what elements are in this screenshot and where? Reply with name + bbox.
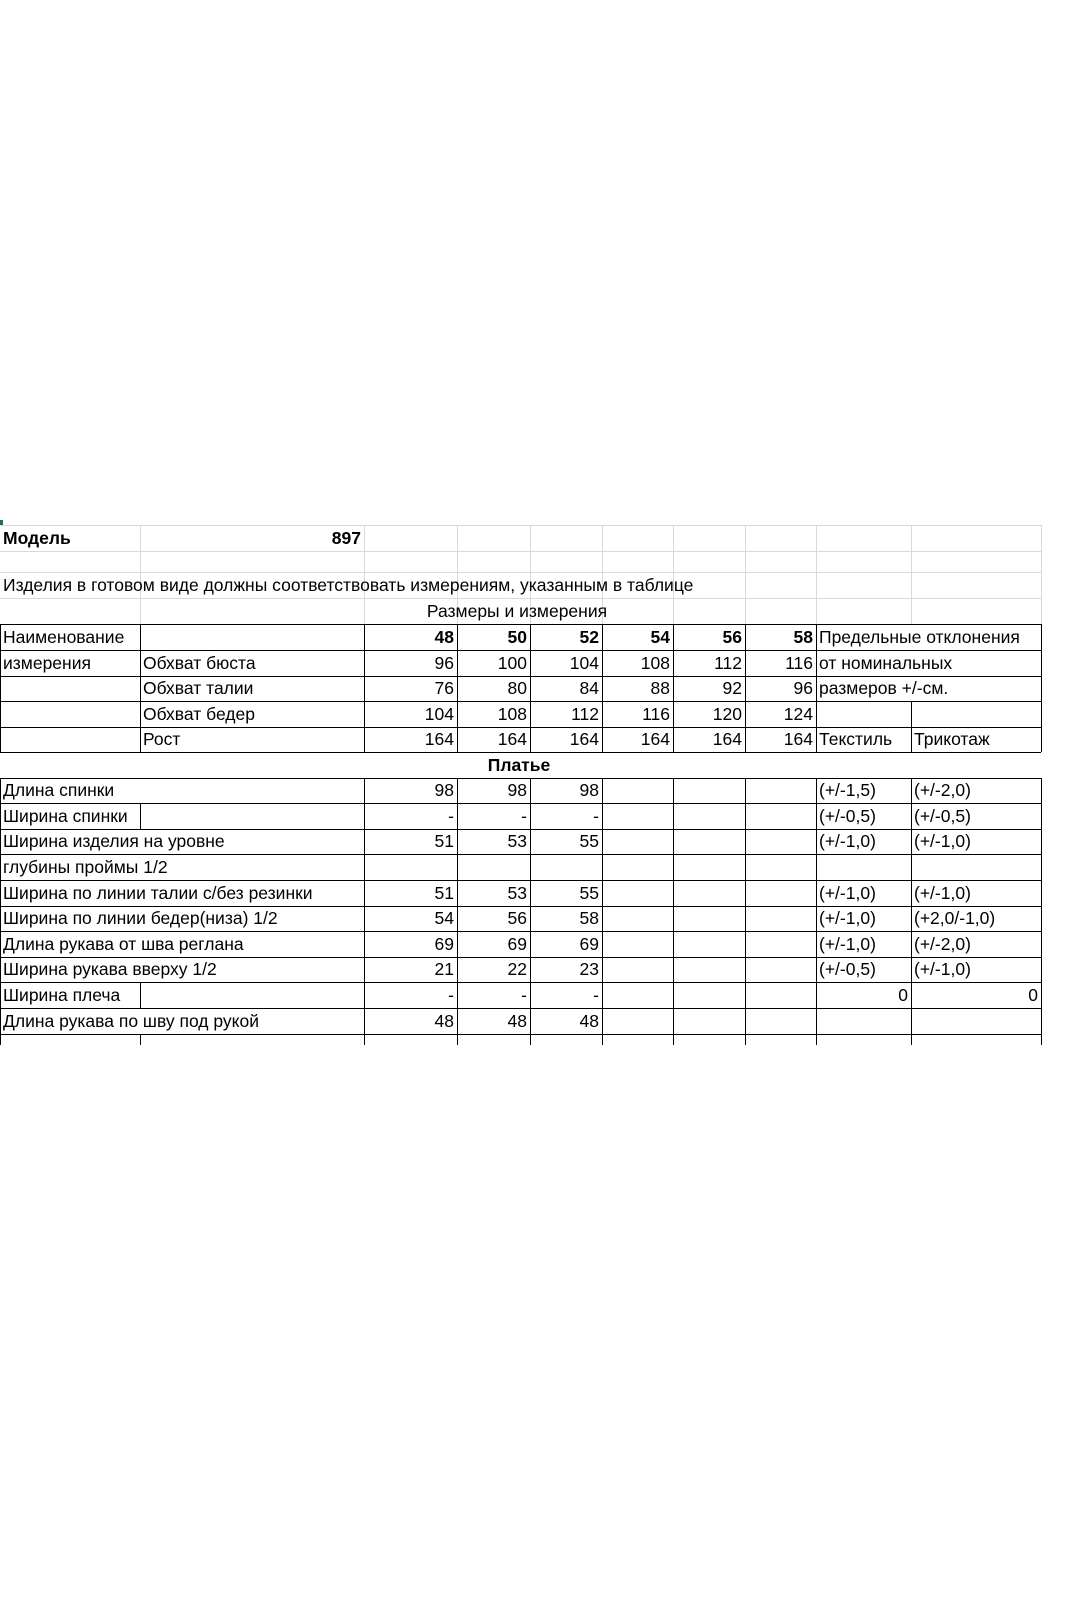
body-measurement-value: 108 <box>640 653 670 673</box>
knitwear-tolerance: (+/-1,0) <box>914 959 971 979</box>
garment-measurement-value: 56 <box>507 908 527 928</box>
textile-tolerance <box>816 854 911 880</box>
body-measurement-value: 164 <box>640 729 670 749</box>
garment-measurement-value: 54 <box>434 908 454 928</box>
table-border <box>1041 624 1042 752</box>
body-measurement-name: Обхват бюста <box>143 653 256 673</box>
body-measurement-value: 164 <box>569 729 599 749</box>
sheet-gridline <box>1041 525 1042 624</box>
garment-measurement-value: - <box>448 985 454 1005</box>
knitwear-tolerance: (+/-0,5) <box>914 806 971 826</box>
garment-measurement-value: 53 <box>507 831 527 851</box>
size-header: 54 <box>650 627 670 647</box>
garment-measurement-value: - <box>521 985 527 1005</box>
size-header: 56 <box>722 627 742 647</box>
sheet-gridline <box>0 551 1041 552</box>
tolerance-header-cont: размеров +/-см. <box>819 678 949 698</box>
body-measurement-value: 164 <box>712 729 742 749</box>
knitwear-tolerance <box>911 1008 1041 1034</box>
body-measurement-name: Рост <box>143 729 181 749</box>
garment-measurement-value: 53 <box>507 883 527 903</box>
garment-measurement-name: Ширина по линии талии с/без резинки <box>3 883 313 903</box>
body-measurement-value: 88 <box>650 678 670 698</box>
garment-measurement-value: - <box>521 806 527 826</box>
garment-measurement-name: Длина спинки <box>3 780 115 800</box>
body-measurement-value: 116 <box>785 653 813 673</box>
textile-tolerance: (+/-1,0) <box>819 908 876 928</box>
body-measurement-value: 120 <box>712 704 742 724</box>
section-title: Платье <box>487 755 551 775</box>
textile-tolerance: (+/-1,0) <box>819 934 876 954</box>
textile-tolerance: (+/-1,0) <box>819 831 876 851</box>
garment-measurement-value <box>364 854 457 880</box>
garment-measurement-value: 69 <box>579 934 599 954</box>
size-header: 58 <box>793 627 813 647</box>
tolerance-header-cont: от номинальных <box>819 653 953 673</box>
garment-measurement-value: - <box>593 806 599 826</box>
body-measurement-value: 92 <box>722 678 742 698</box>
body-measurement-value: 112 <box>714 653 742 673</box>
textile-tolerance: 0 <box>898 985 908 1005</box>
garment-measurement-value: 23 <box>579 959 599 979</box>
knitwear-tolerance: (+/-1,0) <box>914 883 971 903</box>
body-measurement-value: 76 <box>434 678 454 698</box>
garment-measurement-value: - <box>593 985 599 1005</box>
table-border <box>602 778 603 1045</box>
size-header: 50 <box>507 627 527 647</box>
table-border <box>1041 778 1042 1045</box>
body-measurement-value: 80 <box>507 678 527 698</box>
garment-measurement-value: 98 <box>434 780 454 800</box>
garment-measurement-value: 51 <box>434 831 454 851</box>
garment-measurement-name: Длина рукава от шва реглана <box>3 934 244 954</box>
garment-measurement-name: Ширина изделия на уровне <box>3 831 225 851</box>
textile-tolerance <box>816 1008 911 1034</box>
body-measurement-value: 104 <box>424 704 454 724</box>
table-border <box>673 778 674 1045</box>
garment-measurement-value: 21 <box>434 959 454 979</box>
garment-measurement-value: 55 <box>579 831 599 851</box>
header-name-cont: измерения <box>3 653 91 673</box>
garment-measurement-value: 22 <box>507 959 527 979</box>
body-measurement-value: 96 <box>434 653 454 673</box>
garment-measurement-name: Ширина рукава вверху 1/2 <box>3 959 217 979</box>
table-border <box>140 1034 141 1045</box>
garment-measurement-value: 98 <box>579 780 599 800</box>
body-measurement-value: 164 <box>783 729 813 749</box>
garment-measurement-value: 48 <box>507 1011 527 1031</box>
body-measurement-value: 96 <box>793 678 813 698</box>
garment-measurement-value: - <box>448 806 454 826</box>
model-label: Модель <box>3 528 71 548</box>
body-measurement-value: 108 <box>497 704 527 724</box>
body-measurement-value: 116 <box>642 704 670 724</box>
textile-header: Текстиль <box>819 729 893 749</box>
garment-measurement-value: 58 <box>579 908 599 928</box>
header-name: Наименование <box>3 627 125 647</box>
body-measurement-value: 164 <box>497 729 527 749</box>
knitwear-header: Трикотаж <box>914 729 990 749</box>
knitwear-tolerance: 0 <box>1028 985 1038 1005</box>
garment-measurement-value <box>457 854 530 880</box>
textile-tolerance: (+/-0,5) <box>819 959 876 979</box>
garment-measurement-name: Длина рукава по шву под рукой <box>3 1011 260 1031</box>
textile-tolerance: (+/-1,0) <box>819 883 876 903</box>
tolerance-header: Предельные отклонения <box>819 627 1020 647</box>
garment-measurement-name: глубины проймы 1/2 <box>3 857 168 877</box>
garment-measurement-name: Ширина спинки <box>3 806 128 826</box>
garment-measurement-value: 98 <box>507 780 527 800</box>
body-measurement-value: 84 <box>579 678 599 698</box>
textile-tolerance: (+/-0,5) <box>819 806 876 826</box>
body-measurement-name: Обхват талии <box>143 678 254 698</box>
knitwear-tolerance: (+/-1,0) <box>914 831 971 851</box>
garment-measurement-value: 69 <box>507 934 527 954</box>
table-border <box>745 778 746 1045</box>
size-header: 52 <box>579 627 599 647</box>
body-measurement-value: 104 <box>569 653 599 673</box>
garment-measurement-name: Ширина по линии бедер(низа) 1/2 <box>3 908 278 928</box>
knitwear-tolerance: (+/-2,0) <box>914 780 971 800</box>
garment-measurement-value: 69 <box>434 934 454 954</box>
body-measurement-value: 164 <box>424 729 454 749</box>
textile-tolerance: (+/-1,5) <box>819 780 876 800</box>
table-border <box>0 1034 1041 1035</box>
garment-measurement-value: 48 <box>579 1011 599 1031</box>
size-chart-sheet <box>0 525 1066 1055</box>
garment-measurement-value <box>530 854 602 880</box>
garment-measurement-name: Ширина плеча <box>3 985 121 1005</box>
garment-measurement-value: 55 <box>579 883 599 903</box>
garment-measurement-value: 48 <box>434 1011 454 1031</box>
model-number: 897 <box>331 528 361 548</box>
knitwear-tolerance <box>911 854 1041 880</box>
body-measurement-value: 124 <box>783 704 813 724</box>
size-header: 48 <box>434 627 454 647</box>
body-measurement-name: Обхват бедер <box>143 704 255 724</box>
body-measurement-value: 100 <box>497 653 527 673</box>
garment-measurement-value: 51 <box>434 883 454 903</box>
knitwear-tolerance: (+/-2,0) <box>914 934 971 954</box>
body-measurement-value: 112 <box>571 704 599 724</box>
table-subtitle: Размеры и измерения <box>426 601 608 621</box>
knitwear-tolerance: (+2,0/-1,0) <box>914 908 996 928</box>
notice-text: Изделия в готовом виде должны соответствовать измерениям, указанным в таблице <box>3 575 694 595</box>
